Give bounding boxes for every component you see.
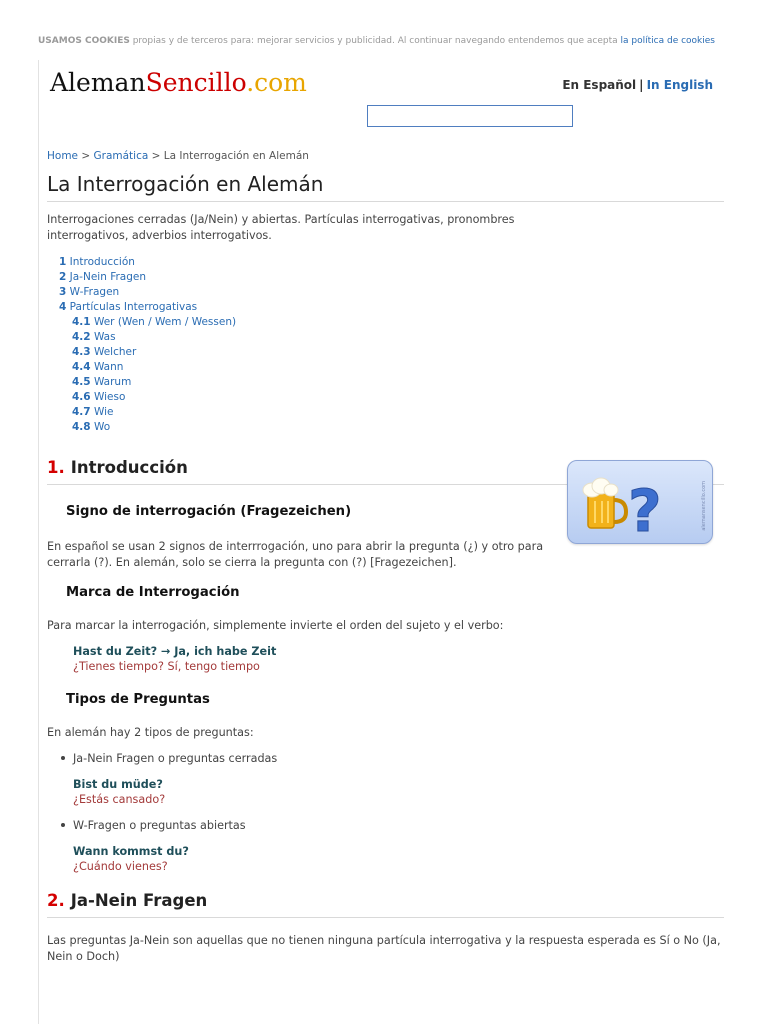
example-german: Wann kommst du? xyxy=(73,845,189,858)
toc-subitem[interactable]: 4.6 Wieso xyxy=(72,391,126,403)
cookie-policy-link[interactable]: la política de cookies xyxy=(620,36,715,46)
example-spanish: ¿Tienes tiempo? Sí, tengo tiempo xyxy=(73,660,260,673)
beer-question-icon xyxy=(567,460,713,544)
cookie-notice-strong: USAMOS COOKIES xyxy=(38,36,130,46)
paragraph-marca: Para marcar la interrogación, simplemente invierte el orden del sujeto y el verbo: xyxy=(47,619,504,632)
section-number: 2. xyxy=(47,891,65,910)
lang-separator: | xyxy=(639,78,644,92)
toc-item[interactable]: 4 Partículas Interrogativas xyxy=(59,301,198,313)
toc-item[interactable]: 3 W-Fragen xyxy=(59,286,120,298)
page-container xyxy=(38,60,730,1024)
language-switcher xyxy=(562,78,713,92)
toc-subitem[interactable]: 4.2 Was xyxy=(72,331,116,343)
section-title: Ja-Nein Fragen xyxy=(70,891,208,910)
list-item-text: W-Fragen o preguntas abiertas xyxy=(73,819,246,832)
bullet-dot xyxy=(61,823,65,827)
paragraph-tipos: En alemán hay 2 tipos de preguntas: xyxy=(47,726,254,739)
breadcrumb-gramatica[interactable]: Gramática xyxy=(93,150,149,162)
toc-item[interactable]: 2 Ja-Nein Fragen xyxy=(59,271,147,283)
list-item xyxy=(61,751,277,767)
logo-part-aleman: Aleman xyxy=(50,68,146,97)
paragraph-ja-nein: Las preguntas Ja-Nein son aquellas que no tienen ninguna partícula interrogativa y la respuesta esperada es Sí o No (Ja, Nein o Doch) xyxy=(47,934,721,963)
example-spanish: ¿Estás cansado? xyxy=(73,793,166,806)
example-ja-nein xyxy=(73,777,165,807)
lang-spanish-current: En Español xyxy=(562,78,637,92)
example-w-fragen xyxy=(73,844,189,874)
section-title: Introducción xyxy=(70,458,188,477)
logo-part-sencillo: Sencillo xyxy=(145,68,247,97)
subheading-tipos: Tipos de Preguntas xyxy=(66,692,210,707)
breadcrumb-sep: > xyxy=(78,150,94,162)
toc-subitem[interactable]: 4.3 Welcher xyxy=(72,346,137,358)
cookie-notice-text: propias y de terceros para: mejorar servicios y publicidad. Al continuar navegando entendemos que acepta xyxy=(129,36,621,46)
breadcrumb-home[interactable]: Home xyxy=(47,150,79,162)
section-heading-ja-nein-fragen xyxy=(47,889,724,918)
list-item xyxy=(61,818,246,834)
svg-text:?: ? xyxy=(628,477,662,545)
toc-subitem[interactable]: 4.4 Wann xyxy=(72,361,124,373)
toc-subitem[interactable]: 4.8 Wo xyxy=(72,421,111,433)
paragraph-signo: En español se usan 2 signos de interrrogación, uno para abrir la pregunta (¿) y otro para cerrarla (?). En alemán, solo se cierra la pregunta con (?) [Fragezeichen]. xyxy=(47,540,544,569)
toc-subitem[interactable]: 4.7 Wie xyxy=(72,406,114,418)
page-title: La Interrogación en Alemán xyxy=(47,170,724,202)
cookie-notice xyxy=(38,35,730,47)
toc-item[interactable]: 1 Introducción xyxy=(59,256,135,268)
toc-subitem[interactable]: 4.1 Wer (Wen / Wem / Wessen) xyxy=(72,316,237,328)
example-german: Hast du Zeit? → Ja, ich habe Zeit xyxy=(73,645,277,658)
site-logo[interactable] xyxy=(50,68,307,98)
lang-english-link[interactable]: In English xyxy=(646,78,713,92)
example-spanish: ¿Cuándo vienes? xyxy=(73,860,168,873)
breadcrumb xyxy=(47,150,309,162)
toc-subitem[interactable]: 4.5 Warum xyxy=(72,376,132,388)
breadcrumb-sep: > xyxy=(148,150,164,162)
breadcrumb-current: La Interrogación en Alemán xyxy=(163,150,309,162)
intro-text: Interrogaciones cerradas (Ja/Nein) y abiertas. Partículas interrogativas, pronombres interrogativos, adverbios interrogativos. xyxy=(47,213,515,242)
example-marca xyxy=(73,644,276,674)
section-number: 1. xyxy=(47,458,65,477)
subheading-marca: Marca de Interrogación xyxy=(66,585,240,600)
image-watermark: alemansencillo.com xyxy=(701,481,707,531)
subheading-signo: Signo de interrogación (Fragezeichen) xyxy=(66,504,352,519)
example-german: Bist du müde? xyxy=(73,778,163,791)
table-of-contents xyxy=(59,255,236,435)
logo-part-com: .com xyxy=(246,68,307,97)
bullet-dot xyxy=(61,756,65,760)
list-item-text: Ja-Nein Fragen o preguntas cerradas xyxy=(73,752,278,765)
search-input[interactable] xyxy=(367,105,573,127)
